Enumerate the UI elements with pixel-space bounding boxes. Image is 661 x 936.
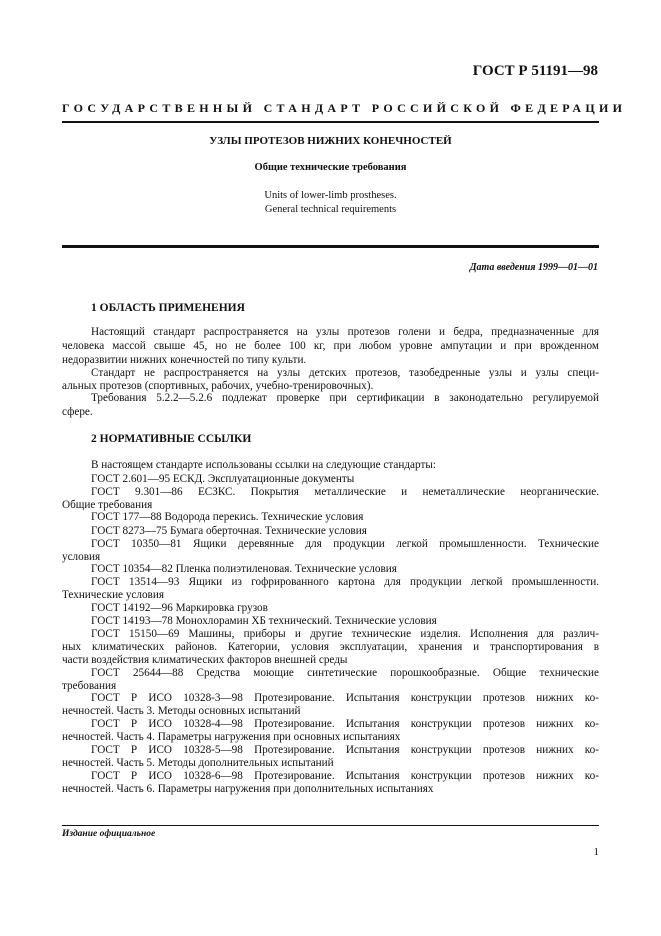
- section-2-heading: 2 НОРМАТИВНЫЕ ССЫЛКИ: [91, 433, 252, 445]
- reference-line: ГОСТ 177—88 Водорода перекись. Технические условия: [91, 511, 364, 523]
- section-1-heading: 1 ОБЛАСТЬ ПРИМЕНЕНИЯ: [91, 302, 245, 314]
- footer-divider: [62, 825, 599, 826]
- section-1-line: недоразвитии нижних конечностей по типу культи.: [62, 354, 307, 366]
- reference-line: требования: [62, 680, 117, 692]
- reference-line: ГОСТ 10350—81 Ящики деревянные для продукции легкой промышленности. Технические: [91, 538, 599, 550]
- section-1-line: Настоящий стандарт распространяется на узлы протезов голени и бедра, предназначенные для: [91, 326, 599, 338]
- reference-line: ГОСТ 10354—82 Пленка полиэтиленовая. Технические условия: [91, 563, 397, 575]
- reference-line: нечностей. Часть 6. Параметры нагружения при дополнительных испытаниях: [62, 783, 434, 795]
- reference-line: ГОСТ 14192—96 Маркировка грузов: [91, 602, 268, 614]
- header-divider: [62, 121, 599, 123]
- reference-line: ГОСТ Р ИСО 10328-5—98 Протезирование. Испытания конструкции протезов нижних ко-: [91, 744, 599, 756]
- reference-line: нечностей. Часть 5. Методы дополнительных испытаний: [62, 757, 334, 769]
- english-title-line-2: General technical requirements: [264, 204, 397, 215]
- section-1-line: Стандарт не распространяется на узлы детских протезов, тазобедренные узлы и узлы специ-: [91, 367, 599, 379]
- reference-line: ГОСТ Р ИСО 10328-4—98 Протезирование. Испытания конструкции протезов нижних ко-: [91, 718, 599, 730]
- edition-note: Издание официальное: [62, 829, 156, 839]
- reference-line: части воздействия климатических факторов внешней среды: [62, 654, 348, 666]
- reference-line: В настоящем стандарте использованы ссылки на следующие стандарты:: [91, 459, 436, 471]
- section-1-line: альных протезов (спортивных, рабочих, учебно-тренировочных).: [62, 380, 374, 392]
- reference-line: Технические условия: [62, 589, 164, 601]
- reference-line: ГОСТ 8273—75 Бумага оберточная. Технические условия: [91, 525, 367, 537]
- document-subtitle: Общие технические требования: [254, 162, 407, 173]
- reference-line: нечностей. Часть 4. Параметры нагружения при основных испытаниях: [62, 731, 401, 743]
- effective-date: Дата введения 1999—01—01: [469, 262, 598, 273]
- reference-line: ГОСТ Р ИСО 10328-3—98 Протезирование. Испытания конструкции протезов нижних ко-: [91, 692, 599, 704]
- english-title-line-1: Units of lower-limb prostheses.: [264, 190, 397, 201]
- standard-organization-header: ГОСУДАРСТВЕННЫЙ СТАНДАРТ РОССИЙСКОЙ ФЕДЕРАЦИИ: [62, 101, 627, 115]
- page-number: 1: [593, 846, 599, 858]
- document-number: ГОСТ Р 51191—98: [472, 63, 598, 79]
- section-1-line: сфере.: [62, 406, 93, 418]
- reference-line: ГОСТ 9.301—86 ЕСЗКС. Покрытия металлические и неметаллические неорганические.: [91, 486, 599, 498]
- reference-line: Общие требования: [62, 499, 153, 511]
- section-1-line: человека массой свыше 45, но не более 100 кг, при любом уровне ампутации и при врожденном: [62, 340, 599, 352]
- document-title: УЗЛЫ ПРОТЕЗОВ НИЖНИХ КОНЕЧНОСТЕЙ: [209, 135, 452, 147]
- reference-line: ГОСТ 25644—88 Средства моющие синтетические порошкообразные. Общие технические: [91, 667, 599, 679]
- reference-line: ГОСТ Р ИСО 10328-6—98 Протезирование. Испытания конструкции протезов нижних ко-: [91, 770, 599, 782]
- section-1-line: Требования 5.2.2—5.2.6 подлежат проверке при сертификации в законодательно регулируемой: [91, 392, 599, 404]
- reference-line: ных климатических районов. Категории, условия эксплуатации, хранения и транспортирования в: [62, 641, 599, 653]
- reference-line: ГОСТ 13514—93 Ящики из гофрированного картона для продукции легкой промышленности.: [91, 576, 599, 588]
- reference-line: ГОСТ 15150—69 Машины, приборы и другие технические изделия. Исполнения для различ-: [91, 628, 599, 640]
- reference-line: условия: [62, 551, 101, 563]
- title-divider: [62, 245, 599, 248]
- reference-line: ГОСТ 2.601—95 ЕСКД. Эксплуатационные документы: [91, 473, 355, 485]
- english-title: [62, 189, 599, 217]
- reference-line: ГОСТ 14193—78 Монохлорамин ХБ технический. Технические условия: [91, 615, 437, 627]
- reference-line: нечностей. Часть 3. Методы основных испытаний: [62, 705, 301, 717]
